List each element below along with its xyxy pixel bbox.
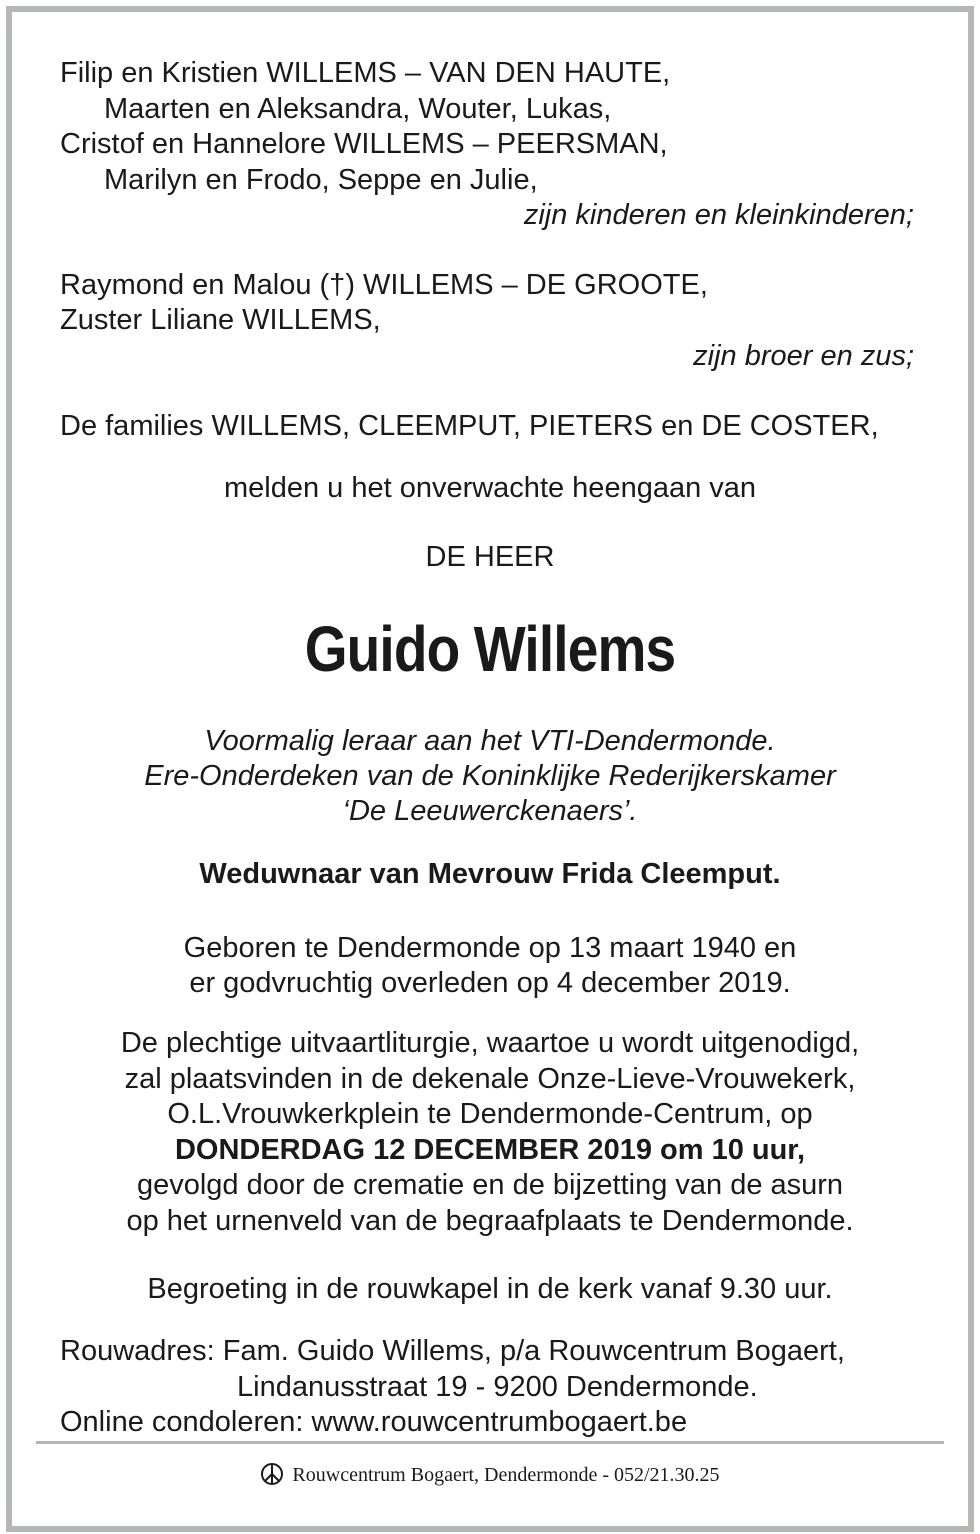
- greeting-line: Begroeting in de rouwkapel in de kerk vanaf 9.30 uur.: [147, 1273, 833, 1305]
- family-line-7: De families WILLEMS, CLEEMPUT, PIETERS en DE COSTER,: [60, 410, 879, 442]
- family-line-2: Maarten en Aleksandra, Wouter, Lukas,: [104, 93, 612, 125]
- funeral-date: DONDERDAG 12 DECEMBER 2019 om 10 uur,: [174, 1134, 806, 1166]
- funeral-line-3: O.L.Vrouwkerkplein te Dendermonde-Centrum, op: [167, 1098, 813, 1130]
- funeral-line-1: De plechtige uitvaartliturgie, waartoe u wordt uitgenodigd,: [120, 1027, 860, 1059]
- funeral-line-5: gevolgd door de crematie en de bijzetting van de asurn: [136, 1169, 844, 1201]
- announcement-title: DE HEER: [425, 541, 555, 573]
- footer-divider: [36, 1441, 944, 1444]
- role-siblings: zijn broer en zus;: [693, 340, 914, 372]
- footer-text: Rouwcentrum Bogaert, Dendermonde - 052/21.30.25: [292, 1464, 720, 1486]
- online-condolence: Online condoleren: www.rouwcentrumbogaert.be: [60, 1406, 688, 1438]
- widower-line: Weduwnaar van Mevrouw Frida Cleemput.: [199, 858, 781, 890]
- address-line-2: Lindanusstraat 19 - 9200 Dendermonde.: [237, 1371, 758, 1403]
- peace-dove-icon: [260, 1462, 284, 1486]
- family-line-5: Raymond en Malou (†) WILLEMS – DE GROOTE,: [60, 269, 708, 301]
- family-line-1: Filip en Kristien WILLEMS – VAN DEN HAUTE,: [60, 57, 671, 89]
- career-line-2: Ere-Onderdeken van de Koninklijke Rederijkerskamer: [144, 760, 836, 792]
- footer: [0, 1462, 980, 1488]
- funeral-line-6: op het urnenveld van de begraafplaats te Dendermonde.: [126, 1205, 854, 1237]
- career-line-1: Voormalig leraar aan het VTI-Dendermonde.: [204, 725, 776, 757]
- family-line-3: Cristof en Hannelore WILLEMS – PEERSMAN,: [60, 128, 668, 160]
- family-line-4: Marilyn en Frodo, Seppe en Julie,: [104, 164, 538, 196]
- dates-line-1: Geboren te Dendermonde op 13 maart 1940 en: [183, 932, 797, 964]
- announcement-intro: melden u het onverwachte heengaan van: [223, 472, 757, 504]
- dates-line-2: er godvruchtig overleden op 4 december 2019.: [189, 967, 791, 999]
- role-children: zijn kinderen en kleinkinderen;: [523, 199, 914, 231]
- address-line-1: Rouwadres: Fam. Guido Willems, p/a Rouwcentrum Bogaert,: [60, 1335, 845, 1367]
- family-line-6: Zuster Liliane WILLEMS,: [60, 304, 381, 336]
- deceased-name: Guido Willems: [304, 613, 676, 685]
- funeral-line-2: zal plaatsvinden in de dekenale Onze-Lieve-Vrouwekerk,: [124, 1063, 856, 1095]
- career-line-3: ‘De Leeuwerckenaers’.: [342, 795, 638, 827]
